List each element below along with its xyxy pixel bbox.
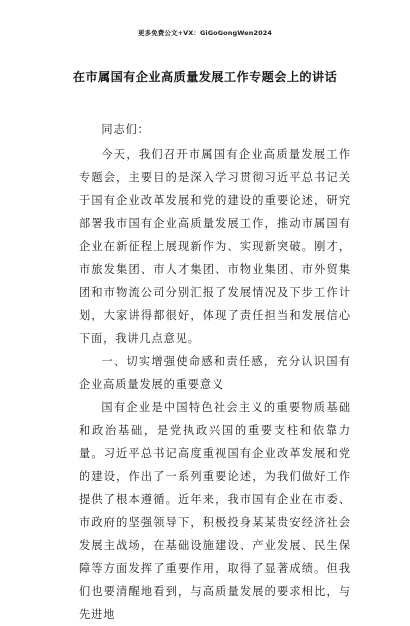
paragraph-intro: 今天，我们召开市属国有企业高质量发展工作专题会，主要目的是深入学习贯彻习近平总书记关于国有企业改革发展和党的建设的重要论述，研究部署我市国有企业高质量发展工作，推动市属国有企业在新征程上展现新作为、实现新突破。刚才，市旅发集团、市人才集团、市物业集团、市外贸集团和市物流公司分别汇报了发展情况及下步工作计划，大家讲得都很好，体现了责任担当和发展信心下面，我讲几点意见。 [79,148,351,345]
paragraph-section-one: 国有企业是中国特色社会主义的重要物质基础和政治基础，是党执政兴国的重要支柱和依靠力量。习近平总书记高度重视国有企业改革发展和党的建设，作出了一系列重要论述，为我们做好工作提供了根本遵循。近年来，我市国有企业在市委、市政府的坚强领导下，积极投身某某贵安经济社会发展主战场，在基础设施建设、产业发展、民生保障等方面发挥了重要作用，取得了显著成绩。但我们也要清醒地看到，与高质量发展的要求相比，与先进地 [79,401,351,621]
salutation: 同志们： [101,123,150,136]
header-note: 更多免费公文+VX：GiGoGongWen2024 [138,29,272,37]
section-heading: 一、切实增强使命感和责任感，充分认识国有企业高质量发展的重要意义 [79,355,351,391]
document-body [79,118,351,626]
document-title: 在市属国有企业高质量发展工作专题会上的讲话 [72,70,338,84]
